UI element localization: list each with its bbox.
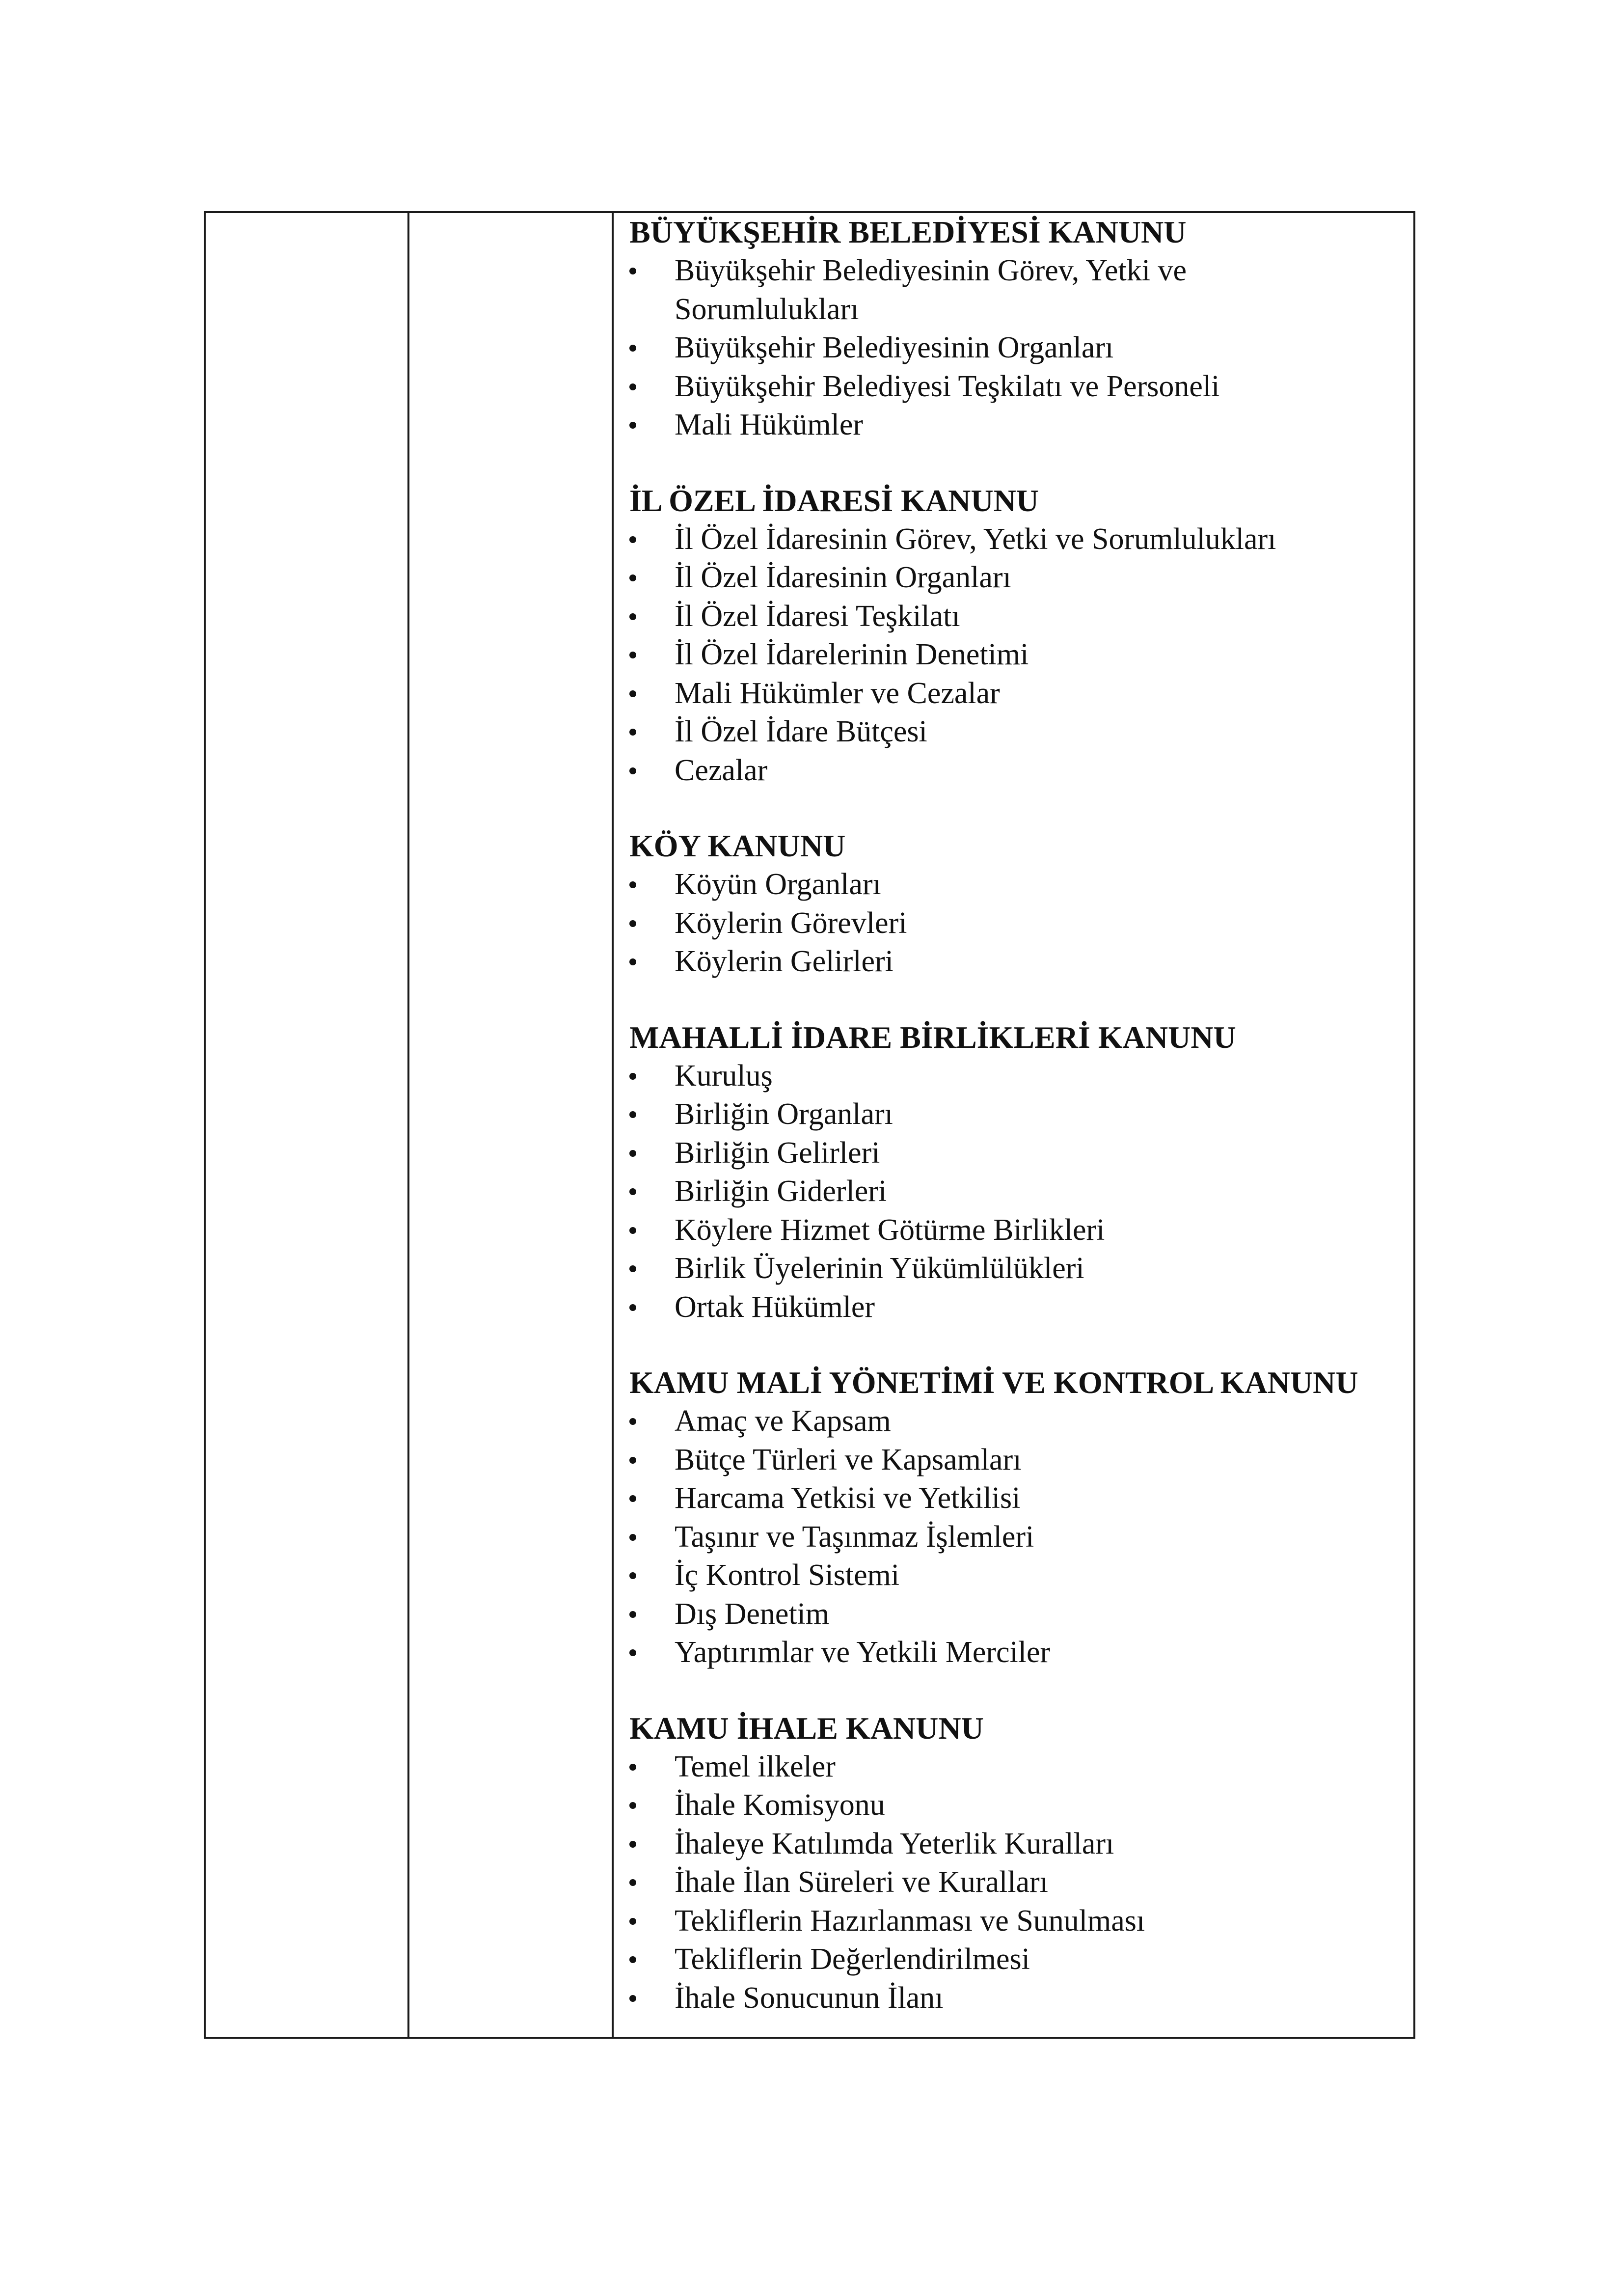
bullet-icon xyxy=(629,1956,636,1963)
list-item-text: İhale Komisyonu xyxy=(675,1788,885,1822)
bullet-icon xyxy=(629,729,636,736)
bullet-icon xyxy=(629,1572,636,1579)
list-item-text: Dış Denetim xyxy=(675,1597,830,1631)
list-item-text: Taşınır ve Taşınmaz İşlemleri xyxy=(675,1520,1034,1554)
list-item xyxy=(629,1633,1410,1672)
list-item-text: Ortak Hükümler xyxy=(675,1290,875,1324)
list-item-text: İl Özel İdaresinin Görev, Yetki ve Sorumlulukları xyxy=(675,522,1276,556)
list-item xyxy=(629,251,1239,328)
list-item xyxy=(629,712,1410,751)
section-kamu-ihale xyxy=(629,1709,1410,2018)
list-item xyxy=(629,1479,1410,1518)
list-item-text: İl Özel İdaresinin Organları xyxy=(675,561,1011,594)
list-item-text: Köylerin Görevleri xyxy=(675,906,907,940)
bullet-icon xyxy=(629,1841,636,1848)
bullet-icon xyxy=(629,1265,636,1272)
list-item xyxy=(629,406,1410,444)
bullet-icon xyxy=(629,1649,636,1656)
section-mahalli-idare xyxy=(629,1018,1410,1327)
section-title: KÖY KANUNU xyxy=(629,828,846,863)
list-item-text: Tekliflerin Değerlendirilmesi xyxy=(675,1942,1030,1976)
list-item-text: Birliğin Organları xyxy=(675,1097,893,1131)
list-item xyxy=(629,1748,1410,1786)
section-title: BÜYÜKŞEHİR BELEDİYESİ KANUNU xyxy=(629,215,1187,249)
list-item-text: İhaleye Katılımda Yeterlik Kuralları xyxy=(675,1827,1114,1860)
section-title: KAMU MALİ YÖNETİMİ VE KONTROL KANUNU xyxy=(629,1365,1358,1400)
list-item-text: Mali Hükümler ve Cezalar xyxy=(675,676,1000,710)
list-item xyxy=(629,1172,1410,1211)
bullet-icon xyxy=(629,690,636,697)
list-item-text: Bütçe Türleri ve Kapsamları xyxy=(675,1443,1022,1476)
list-item xyxy=(629,328,1410,367)
section-title: KAMU İHALE KANUNU xyxy=(629,1710,984,1746)
bullet-icon xyxy=(629,920,636,927)
list-item xyxy=(629,597,1410,636)
list-item xyxy=(629,367,1410,406)
bullet-icon xyxy=(629,1304,636,1311)
list-item-text: Birliğin Giderleri xyxy=(675,1175,887,1208)
list-item xyxy=(629,1134,1410,1173)
bullet-icon xyxy=(629,1534,636,1541)
list-item xyxy=(629,635,1410,674)
list-item xyxy=(629,1556,1410,1595)
list-item xyxy=(629,1979,1410,2018)
list-item xyxy=(629,520,1410,559)
list-item-text: Büyükşehir Belediyesinin Organları xyxy=(675,331,1114,364)
list-item xyxy=(629,904,1410,943)
list-item xyxy=(629,865,1410,904)
topic-list xyxy=(629,1402,1410,1672)
section-title: İL ÖZEL İDARESİ KANUNU xyxy=(629,483,1039,518)
bullet-icon xyxy=(629,1188,636,1195)
list-item-text: Temel ilkeler xyxy=(675,1749,836,1783)
list-item-text: Büyükşehir Belediyesi Teşkilatı ve Personeli xyxy=(675,369,1220,403)
list-item-text: İhale Sonucunun İlanı xyxy=(675,1981,944,2015)
list-item xyxy=(629,1863,1410,1902)
list-item-text: Köyün Organları xyxy=(675,868,881,901)
list-item-text: İl Özel İdaresi Teşkilatı xyxy=(675,599,960,633)
list-item xyxy=(629,1441,1410,1479)
list-item-text: Cezalar xyxy=(675,753,768,787)
bullet-icon xyxy=(629,1073,636,1080)
topic-list xyxy=(629,865,1410,981)
topic-list xyxy=(629,1748,1410,2018)
list-item-text: Mali Hükümler xyxy=(675,408,863,441)
list-item xyxy=(629,1211,1410,1250)
list-item-text: İl Özel İdarelerinin Denetimi xyxy=(675,638,1029,671)
list-item-text: Birlik Üyelerinin Yükümlülükleri xyxy=(675,1252,1084,1285)
section-title: MAHALLİ İDARE BİRLİKLERİ KANUNU xyxy=(629,1019,1236,1055)
list-item-text: Tekliflerin Hazırlanması ve Sunulması xyxy=(675,1904,1145,1938)
section-koy xyxy=(629,827,1410,981)
list-item xyxy=(629,1786,1410,1825)
bullet-icon xyxy=(629,958,636,965)
list-item-text: Köylere Hizmet Götürme Birlikleri xyxy=(675,1213,1105,1247)
bullet-icon xyxy=(629,383,636,390)
list-item xyxy=(629,1518,1410,1557)
list-item xyxy=(629,1095,1410,1134)
list-item xyxy=(629,1402,1410,1441)
bullet-icon xyxy=(629,1918,636,1925)
topic-list xyxy=(629,251,1410,444)
bullet-icon xyxy=(629,652,636,658)
list-item xyxy=(629,1288,1410,1327)
bullet-icon xyxy=(629,881,636,888)
bullet-icon xyxy=(629,422,636,429)
list-item xyxy=(629,1940,1410,1979)
bullet-icon xyxy=(629,1611,636,1618)
bullet-icon xyxy=(629,613,636,620)
topic-list xyxy=(629,520,1410,790)
list-item-text: İl Özel İdare Bütçesi xyxy=(675,715,927,748)
list-item xyxy=(629,1595,1410,1634)
column-divider xyxy=(407,213,409,2037)
bullet-icon xyxy=(629,574,636,581)
bullet-icon xyxy=(629,536,636,543)
list-item-text: Köylerin Gelirleri xyxy=(675,945,893,978)
list-item xyxy=(629,1249,1410,1288)
bullet-icon xyxy=(629,1227,636,1234)
list-item-text: İhale İlan Süreleri ve Kuralları xyxy=(675,1865,1048,1899)
bullet-icon xyxy=(629,1457,636,1464)
bullet-icon xyxy=(629,1495,636,1502)
list-item-text: Büyükşehir Belediyesinin Görev, Yetki ve Sorumlulukları xyxy=(675,254,1187,326)
list-item xyxy=(629,1825,1410,1863)
topic-list xyxy=(629,1057,1410,1327)
bullet-icon xyxy=(629,1764,636,1771)
list-item xyxy=(629,674,1410,713)
section-buyuksehir xyxy=(629,213,1410,444)
section-kamu-mali-yonetimi xyxy=(629,1364,1410,1672)
section-il-ozel-idaresi xyxy=(629,482,1410,790)
list-item xyxy=(629,1902,1410,1941)
bullet-icon xyxy=(629,345,636,352)
content-cell xyxy=(629,213,1410,2017)
list-item-text: Yaptırımlar ve Yetkili Merciler xyxy=(675,1636,1051,1669)
bullet-icon xyxy=(629,1150,636,1157)
list-item xyxy=(629,1057,1410,1095)
bullet-icon xyxy=(629,1802,636,1809)
list-item xyxy=(629,751,1410,790)
list-item xyxy=(629,558,1410,597)
list-item-text: Kuruluş xyxy=(675,1059,773,1093)
bullet-icon xyxy=(629,1879,636,1886)
bullet-icon xyxy=(629,268,636,274)
list-item xyxy=(629,942,1410,981)
bullet-icon xyxy=(629,1111,636,1118)
bullet-icon xyxy=(629,1995,636,2002)
list-item-text: İç Kontrol Sistemi xyxy=(675,1558,900,1592)
bullet-icon xyxy=(629,767,636,774)
list-item-text: Harcama Yetkisi ve Yetkilisi xyxy=(675,1481,1021,1515)
list-item-text: Amaç ve Kapsam xyxy=(675,1404,891,1438)
column-divider xyxy=(612,213,614,2037)
list-item-text: Birliğin Gelirleri xyxy=(675,1136,880,1170)
bullet-icon xyxy=(629,1418,636,1425)
